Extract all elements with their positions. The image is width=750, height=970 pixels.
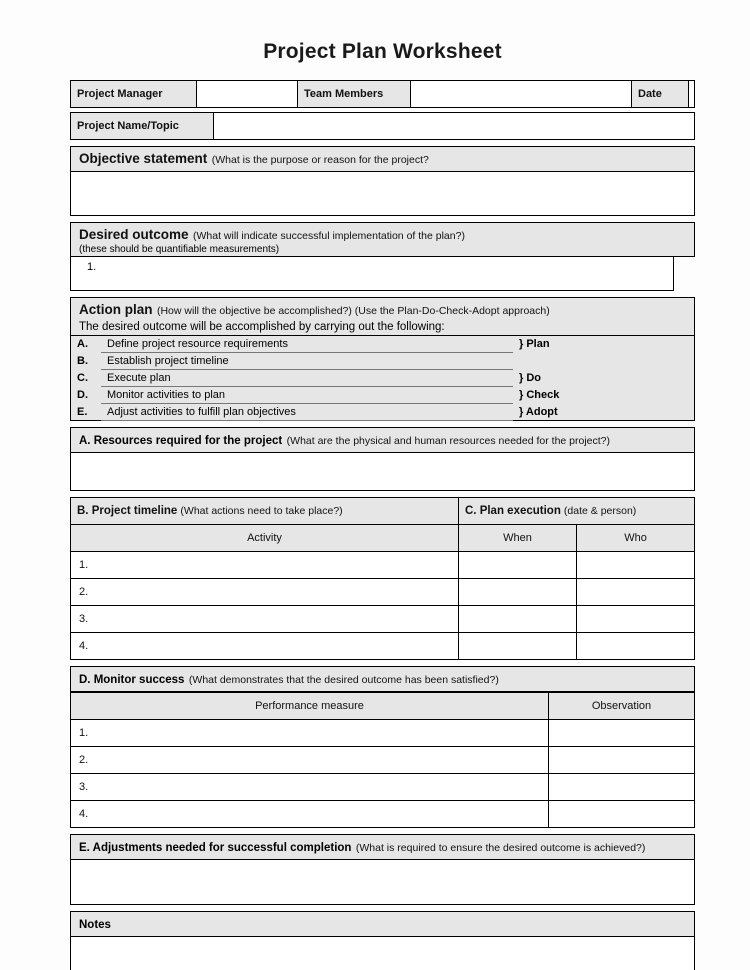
table-row	[71, 606, 695, 633]
monitor-row-1-observation[interactable]	[549, 720, 695, 747]
timeline-row-4-who[interactable]	[577, 633, 695, 660]
section-c-title: C. Plan execution	[465, 505, 561, 517]
table-row	[71, 113, 695, 140]
section-d-title: D. Monitor success	[79, 674, 185, 686]
who-column-header: Who	[577, 525, 695, 552]
performance-measure-header: Performance measure	[71, 693, 549, 720]
objective-prompt: (What is the purpose or reason for the project?	[211, 154, 429, 166]
section-b-header	[71, 498, 459, 525]
section-c-prompt: (date & person)	[563, 505, 637, 517]
desired-outcome-title: Desired outcome	[79, 227, 189, 242]
timeline-row-1-activity[interactable]: 1.	[71, 552, 459, 579]
step-d-text: Monitor activities to plan	[101, 387, 513, 404]
table-row	[71, 720, 695, 747]
objective-input[interactable]	[70, 172, 695, 216]
timeline-row-3-who[interactable]	[577, 606, 695, 633]
date-label: Date	[632, 81, 689, 108]
monitor-row-4-observation[interactable]	[549, 801, 695, 828]
table-row	[71, 336, 695, 353]
notes-input[interactable]	[70, 937, 695, 970]
objective-title: Objective statement	[79, 151, 208, 166]
step-c-text: Execute plan	[101, 370, 513, 387]
table-row	[71, 370, 695, 387]
table-row	[71, 552, 695, 579]
desired-outcome-item-1: 1.	[87, 261, 97, 273]
desired-outcome-input[interactable]	[70, 257, 674, 291]
table-row	[71, 353, 695, 370]
step-e-text: Adjust activities to fulfill plan objectives	[101, 404, 513, 421]
timeline-row-2-when[interactable]	[459, 579, 577, 606]
section-a-title: A. Resources required for the project	[79, 435, 283, 447]
monitor-row-4-measure[interactable]: 4.	[71, 801, 549, 828]
notes-title: Notes	[79, 919, 111, 931]
project-name-table	[70, 112, 695, 140]
action-plan-header	[70, 297, 695, 336]
section-c-header	[459, 498, 695, 525]
monitor-row-2-measure[interactable]: 2.	[71, 747, 549, 774]
project-manager-field[interactable]	[197, 81, 298, 108]
section-e-input[interactable]	[70, 860, 695, 905]
project-name-label: Project Name/Topic	[71, 113, 214, 140]
monitor-table	[70, 692, 695, 828]
step-a-text: Define project resource requirements	[101, 336, 513, 353]
timeline-row-2-activity[interactable]: 2.	[71, 579, 459, 606]
section-a-input[interactable]	[70, 453, 695, 491]
objective-header	[70, 146, 695, 172]
section-b-prompt: (What actions need to take place?)	[180, 505, 343, 517]
worksheet-sheet	[70, 40, 695, 970]
date-field[interactable]	[689, 81, 695, 108]
desired-outcome-header	[70, 222, 695, 257]
team-members-field[interactable]	[411, 81, 632, 108]
timeline-row-3-when[interactable]	[459, 606, 577, 633]
monitor-row-3-observation[interactable]	[549, 774, 695, 801]
desired-outcome-prompt: (What will indicate successful implementation of the plan?)	[192, 230, 465, 242]
step-b-text: Establish project timeline	[101, 353, 513, 370]
action-plan-subtitle: The desired outcome will be accomplished by carrying out the following:	[79, 321, 445, 333]
timeline-row-3-activity[interactable]: 3.	[71, 606, 459, 633]
timeline-row-4-when[interactable]	[459, 633, 577, 660]
action-plan-title: Action plan	[79, 302, 153, 317]
table-row	[71, 525, 695, 552]
timeline-row-4-activity[interactable]: 4.	[71, 633, 459, 660]
monitor-row-1-measure[interactable]: 1.	[71, 720, 549, 747]
table-row	[71, 801, 695, 828]
section-b-title: B. Project timeline	[77, 505, 178, 517]
table-row	[71, 387, 695, 404]
step-e-brace: } Adopt	[513, 404, 695, 421]
page-title: Project Plan Worksheet	[263, 40, 502, 63]
section-d-header	[70, 666, 695, 692]
step-a-letter: A.	[71, 336, 102, 353]
table-row	[71, 579, 695, 606]
step-c-brace: } Do	[513, 370, 695, 387]
table-row	[71, 774, 695, 801]
step-c-letter: C.	[71, 370, 102, 387]
timeline-row-1-when[interactable]	[459, 552, 577, 579]
timeline-row-2-who[interactable]	[577, 579, 695, 606]
activity-column-header: Activity	[71, 525, 459, 552]
table-row	[71, 747, 695, 774]
step-b-brace	[513, 353, 695, 370]
timeline-row-1-who[interactable]	[577, 552, 695, 579]
step-d-letter: D.	[71, 387, 102, 404]
section-e-title: E. Adjustments needed for successful completion	[79, 842, 352, 854]
section-a-header	[70, 427, 695, 453]
notes-header	[70, 911, 695, 937]
section-e-prompt: (What is required to ensure the desired outcome is achieved?)	[355, 842, 646, 854]
step-b-letter: B.	[71, 353, 102, 370]
action-plan-prompt: (How will the objective be accomplished?) (Use the Plan-Do-Check-Adopt approach)	[156, 305, 550, 317]
table-row	[71, 633, 695, 660]
desired-outcome-note: (these should be quantifiable measurements)	[79, 244, 280, 255]
step-d-brace: } Check	[513, 387, 695, 404]
monitor-row-2-observation[interactable]	[549, 747, 695, 774]
section-d-prompt: (What demonstrates that the desired outcome has been satisfied?)	[188, 674, 499, 686]
when-column-header: When	[459, 525, 577, 552]
table-row	[71, 81, 695, 108]
observation-header: Observation	[549, 693, 695, 720]
table-row	[71, 693, 695, 720]
project-manager-label: Project Manager	[71, 81, 197, 108]
section-a-prompt: (What are the physical and human resources needed for the project?)	[286, 435, 611, 447]
section-e-header	[70, 834, 695, 860]
step-a-brace: } Plan	[513, 336, 695, 353]
table-row	[71, 404, 695, 421]
identification-table	[70, 80, 695, 108]
project-name-field[interactable]	[214, 113, 695, 140]
timeline-table	[70, 497, 695, 660]
monitor-row-3-measure[interactable]: 3.	[71, 774, 549, 801]
action-plan-steps	[70, 336, 695, 421]
team-members-label: Team Members	[298, 81, 411, 108]
step-e-letter: E.	[71, 404, 102, 421]
table-row	[71, 498, 695, 525]
